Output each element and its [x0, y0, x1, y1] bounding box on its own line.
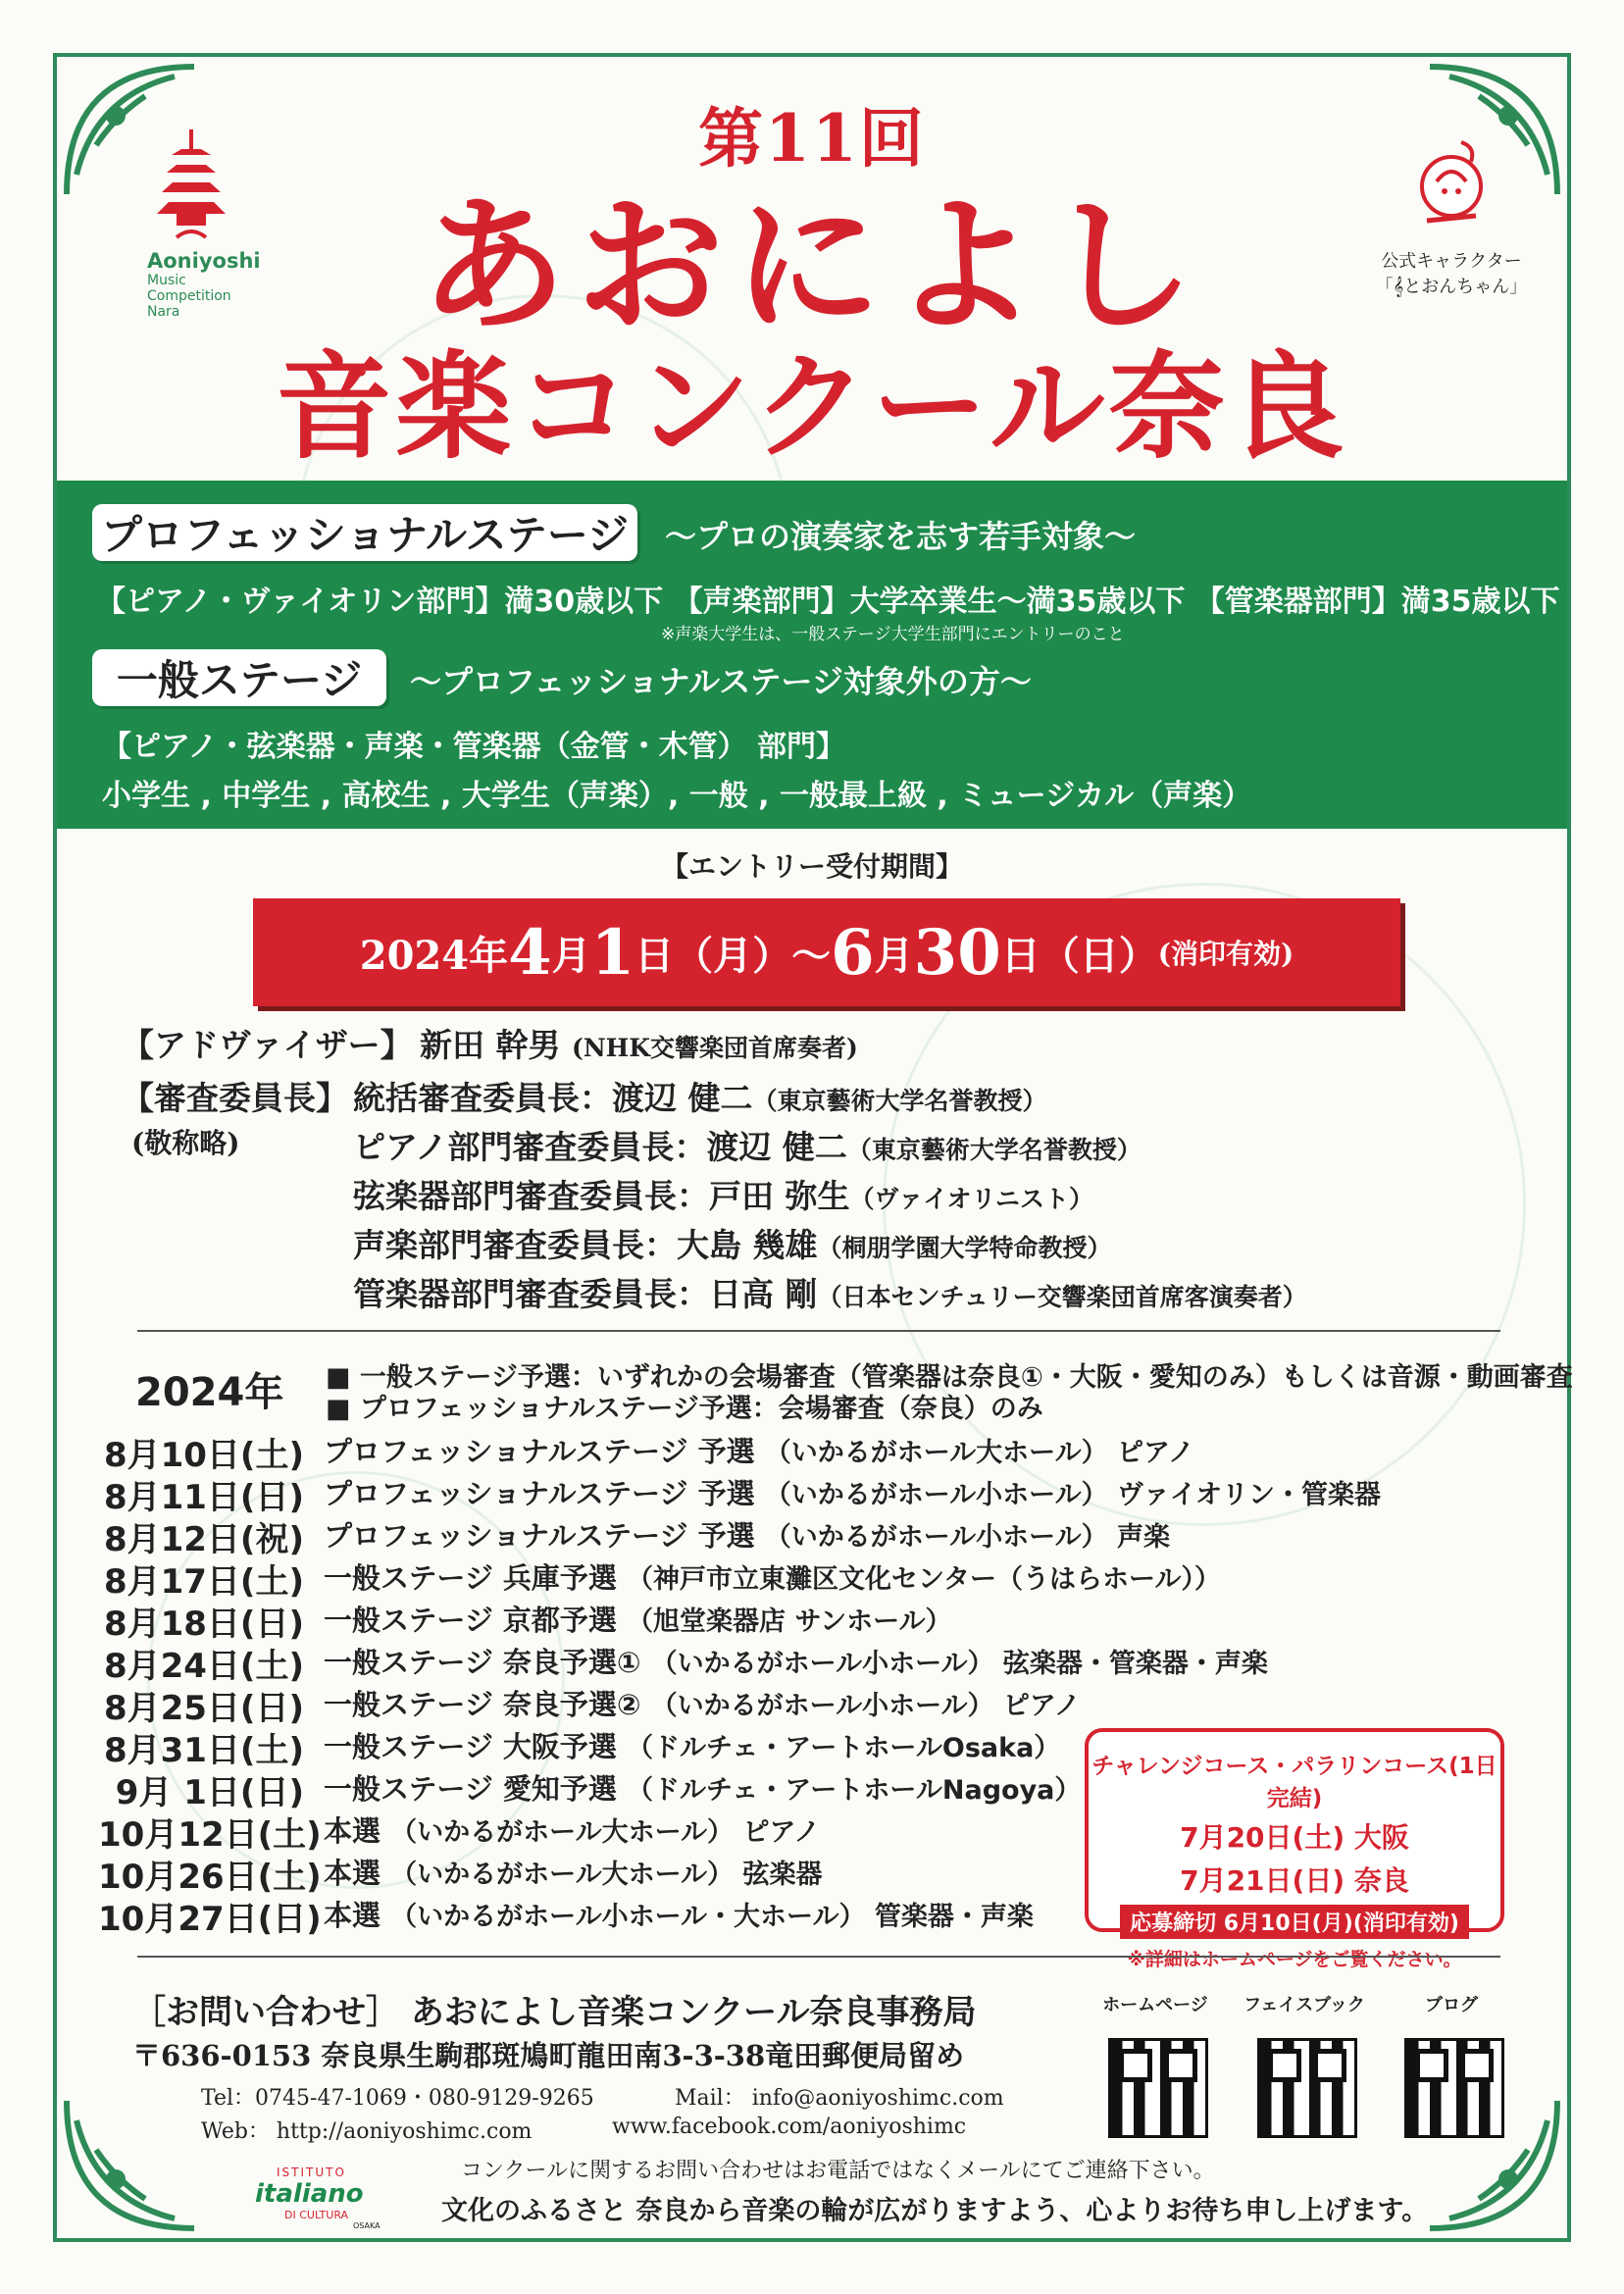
divider	[137, 1330, 1500, 1332]
pagoda-icon	[147, 127, 235, 245]
mascot-name: 「𝄞とおんちゃん」	[1375, 277, 1528, 297]
general-stage-categories: 小学生 , 中学生 , 高校生 , 大学生（声楽）, 一般 , 一般最上級 , ミュージカル（声楽）	[102, 779, 1252, 813]
iic-line1: ISTITUTO	[277, 2166, 346, 2179]
schedule-venue: （いかるがホール小ホール） ヴァイオリン・管楽器	[764, 1480, 1381, 1510]
contact-mail[interactable]: Mail： info@aoniyoshimc.com	[675, 2086, 1004, 2111]
entry-start-day: 1	[590, 915, 635, 990]
mascot-caption: 公式キャラクター	[1381, 251, 1522, 272]
entry-month-unit: 月	[551, 932, 591, 979]
challenge-course-box	[1085, 1728, 1504, 1970]
edition-title: 第11回	[698, 100, 926, 177]
schedule-date: 8月12日(祝)	[103, 1520, 304, 1559]
schedule-venue: （いかるがホール小ホール） 声楽	[764, 1522, 1171, 1553]
jury-affiliation: （東京藝術大学名誉教授）	[752, 1087, 1047, 1115]
schedule-stage: 一般ステージ 大阪予選	[324, 1730, 617, 1763]
pro-stage-label: プロフェッショナルステージ	[92, 504, 637, 561]
schedule-stage: 一般ステージ 奈良予選②	[324, 1688, 641, 1721]
entry-end-suffix: 日（日）	[1000, 932, 1158, 979]
schedule-stage: 本選	[324, 1899, 381, 1932]
schedule-date: 8月18日(日)	[103, 1605, 304, 1644]
general-stage-divisions: 【ピアノ・弦楽器・声楽・管楽器（金管・木管） 部門】	[102, 730, 846, 764]
schedule-event	[324, 1599, 952, 1639]
schedule-date: 10月27日(日)	[98, 1900, 322, 1939]
qr-label-facebook: フェイスブック	[1243, 1995, 1365, 2015]
divider	[137, 1956, 1500, 1958]
schedule-event	[324, 1810, 820, 1850]
schedule-date: 9月 1日(日)	[115, 1773, 304, 1812]
pro-stage-eligibility: 【ピアノ・ヴァイオリン部門】満30歳以下 【声楽部門】大学卒業生～満35歳以下 【管楽器部門】満35歳以下	[96, 585, 1560, 619]
schedule-stage: 一般ステージ 愛知予選	[324, 1772, 617, 1806]
jury-affiliation: （ヴァイオリニスト）	[849, 1185, 1094, 1213]
logo-sub: Nara	[147, 304, 180, 320]
schedule-event	[324, 1556, 1221, 1597]
qr-label-home: ホームページ	[1102, 1995, 1208, 2015]
jury-row	[353, 1220, 1112, 1266]
schedule-event	[324, 1514, 1170, 1555]
mascot-block	[1353, 137, 1549, 300]
schedule-year: 2024年	[135, 1370, 284, 1415]
contact-web[interactable]: Web： http://aoniyoshimc.com	[201, 2119, 533, 2144]
jury-role: 管楽器部門審査委員長：日高 剛	[353, 1275, 818, 1313]
contact-address: 〒636-0153 奈良県生駒郡斑鳩町龍田南3-3-38竜田郵便局留め	[132, 2039, 965, 2072]
schedule-date: 8月24日(土)	[103, 1647, 304, 1686]
schedule-event	[324, 1641, 1268, 1681]
schedule-stage: 本選	[324, 1857, 381, 1890]
schedule-date: 8月31日(土)	[103, 1731, 304, 1770]
schedule-note: ■ プロフェッショナルステージ予選：会場審査（奈良）のみ	[326, 1394, 1043, 1424]
schedule-stage: 一般ステージ 京都予選	[324, 1604, 617, 1637]
competition-title: あおによし	[419, 179, 1204, 352]
qr-code-facebook-icon[interactable]	[1257, 2038, 1357, 2138]
honorific-note: (敬称略)	[131, 1127, 240, 1159]
schedule-venue: （旭堂楽器店 サンホール）	[627, 1606, 952, 1637]
advisor-name: 新田 幹男	[420, 1026, 561, 1064]
entry-postmark-note: (消印有効)	[1157, 938, 1294, 970]
schedule-event	[324, 1472, 1381, 1512]
qr-code-home-icon[interactable]	[1108, 2038, 1208, 2138]
schedule-note: ■ 一般ステージ予選：いずれかの会場審査（管楽器は奈良①・大阪・愛知のみ）もしくは音源・動画審査	[326, 1362, 1573, 1393]
general-stage-subtitle: ～プロフェッショナルステージ対象外の方～	[410, 663, 1032, 700]
jury-affiliation: （日本センチュリー交響楽団首席客演奏者）	[817, 1283, 1307, 1311]
entry-period-label: 【エントリー受付期間】	[660, 850, 963, 883]
entry-start-suffix: 日（月）～	[634, 932, 832, 979]
schedule-event	[324, 1767, 1081, 1808]
schedule-venue: （いかるがホール小ホール・大ホール） 管楽器・声楽	[390, 1902, 1034, 1932]
entry-end-month: 6	[831, 915, 875, 990]
footer-note: コンクールに関するお問い合わせはお電話ではなくメールにてご連絡下さい。	[461, 2159, 1215, 2183]
schedule-venue: （ドルチェ・アートホールOsaka）	[627, 1733, 1061, 1763]
challenge-title: チャレンジコース・パラリンコース(1日完結)	[1091, 1754, 1497, 1811]
schedule-date: 10月12日(土)	[98, 1815, 322, 1855]
schedule-venue: （いかるがホール小ホール） 弦楽器・管楽器・声楽	[650, 1649, 1268, 1679]
stage-section	[57, 481, 1567, 829]
schedule-date: 10月26日(土)	[98, 1858, 322, 1897]
contact-title: ［お問い合わせ］ あおによし音楽コンクール奈良事務局	[132, 1993, 977, 2032]
entry-start-month: 4	[508, 915, 552, 990]
contact-facebook[interactable]: www.facebook.com/aoniyoshimc	[612, 2115, 967, 2139]
entry-year: 2024年	[359, 932, 509, 979]
pro-stage-subtitle: ～プロの演奏家を志す若手対象～	[665, 518, 1137, 555]
challenge-deadline: 応募締切 6月10日(月)(消印有効)	[1120, 1905, 1469, 1939]
schedule-venue: （神戸市立東灘区文化センター（うはらホール））	[627, 1564, 1221, 1595]
jury-row	[353, 1269, 1307, 1315]
entry-end-day: 30	[913, 915, 1001, 990]
logo-sub: Music	[147, 273, 186, 288]
schedule-stage: プロフェッショナルステージ 予選	[324, 1519, 755, 1553]
advisor-affiliation: (NHK交響楽団首席奏者)	[572, 1034, 858, 1062]
schedule-stage: 本選	[324, 1814, 381, 1848]
challenge-date-nara: 7月21日(日) 奈良	[1180, 1864, 1409, 1897]
chair-label: 【審査委員長】	[122, 1079, 348, 1117]
jury-row	[353, 1122, 1142, 1168]
aoniyoshi-logo	[147, 127, 261, 320]
schedule-date: 8月17日(土)	[103, 1562, 304, 1602]
competition-subtitle: 音楽コンクール奈良	[276, 338, 1348, 475]
jury-affiliation: （東京藝術大学名誉教授）	[846, 1136, 1142, 1164]
logo-sub: Competition	[147, 288, 231, 304]
logo-name: Aoniyoshi	[147, 249, 261, 273]
challenge-date-osaka: 7月20日(土) 大阪	[1180, 1821, 1409, 1854]
challenge-note: ※詳細はホームページをご覧ください。	[1127, 1949, 1462, 1970]
advisor-label: 【アドヴァイザー】	[122, 1026, 413, 1064]
schedule-event	[324, 1430, 1194, 1470]
schedule-stage: 一般ステージ 奈良予選①	[324, 1646, 641, 1679]
schedule-stage: プロフェッショナルステージ 予選	[324, 1477, 755, 1510]
schedule-event	[324, 1852, 822, 1892]
qr-label-blog: ブログ	[1425, 1995, 1478, 2015]
istituto-italiano-logo	[255, 2166, 422, 2234]
schedule-venue: （いかるがホール大ホール） ピアノ	[390, 1817, 821, 1848]
schedule-venue: （いかるがホール大ホール） ピアノ	[764, 1438, 1194, 1468]
iic-line3: DI CULTURA	[284, 2209, 349, 2221]
schedule-stage: プロフェッショナルステージ 予選	[324, 1435, 755, 1468]
schedule-event	[324, 1725, 1060, 1765]
schedule-date: 8月11日(日)	[103, 1478, 304, 1517]
iic-line4: OSAKA	[353, 2221, 381, 2230]
schedule-venue: （いかるがホール小ホール） ピアノ	[650, 1691, 1081, 1721]
jury-row	[353, 1073, 1047, 1119]
schedule-event	[324, 1683, 1081, 1723]
iic-line2: italiano	[255, 2179, 364, 2209]
general-stage-label: 一般ステージ	[92, 649, 386, 706]
advisor	[420, 1020, 858, 1066]
jury-role: 統括審査委員長：渡辺 健二	[353, 1079, 753, 1117]
schedule-venue: （ドルチェ・アートホールNagoya）	[627, 1775, 1082, 1806]
footer-slogan: 文化のふるさと 奈良から音楽の輪が広がりますよう、心よりお待ち申し上げます。	[441, 2196, 1429, 2226]
jury-affiliation: （桐朋学園大学特命教授）	[817, 1234, 1112, 1262]
entry-period-box	[253, 898, 1400, 1006]
corner-ornament-icon	[57, 2091, 204, 2238]
jury-role: 声楽部門審査委員長：大島 幾雄	[353, 1226, 818, 1264]
jury-row	[353, 1171, 1093, 1217]
pro-stage-note: ※声楽大学生は、一般ステージ大学生部門にエントリーのこと	[661, 625, 1125, 644]
mascot-character-icon	[1397, 137, 1505, 245]
entry-month-unit: 月	[874, 932, 914, 979]
schedule-date: 8月10日(土)	[103, 1436, 304, 1475]
schedule-event	[324, 1894, 1034, 1934]
schedule-venue: （いかるがホール大ホール） 弦楽器	[390, 1860, 823, 1890]
contact-tel: Tel：0745-47-1069・080-9129-9265	[201, 2086, 594, 2111]
qr-code-blog-icon[interactable]	[1404, 2038, 1504, 2138]
schedule-stage: 一般ステージ 兵庫予選	[324, 1561, 617, 1595]
jury-role: ピアノ部門審査委員長：渡辺 健二	[353, 1128, 847, 1166]
jury-role: 弦楽器部門審査委員長：戸田 弥生	[353, 1177, 850, 1215]
schedule-date: 8月25日(日)	[103, 1689, 304, 1728]
